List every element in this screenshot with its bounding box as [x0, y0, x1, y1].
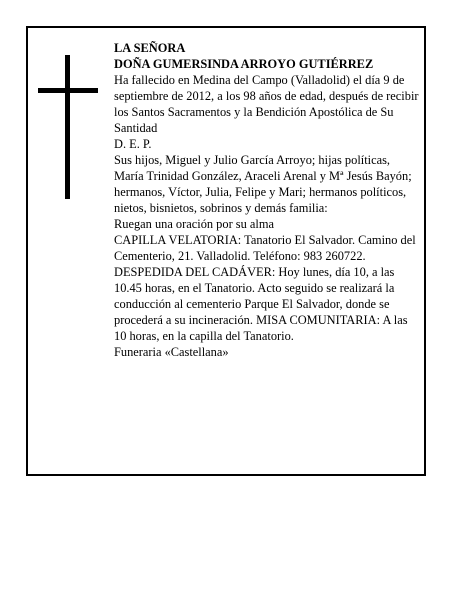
latin-cross-icon: [38, 55, 98, 199]
notice-title: LA SEÑORA: [114, 41, 186, 55]
notice-body: [114, 40, 422, 360]
cross-horizontal-bar: [38, 88, 98, 93]
farewell-info: DESPEDIDA DEL CADÁVER: Hoy lunes, día 10, a las 10.45 horas, en el Tanatorio. Acto seguido se realizará la conducción al cementerio Parque El Salvador, donde se procederá a su incineración. MISA COMUNITARIA: A las 10 horas, en la capilla del Tanatorio.: [114, 265, 408, 343]
family-list: Sus hijos, Miguel y Julio García Arroyo; hijas políticas, María Trinidad González, Araceli Arenal y Mª Jesús Bayón; hermanos, Víctor, Julia, Felipe y Mari; hermanos políticos, nietos, bisnietos, sobrinos y demás familia:: [114, 153, 412, 215]
rest-in-peace: D. E. P.: [114, 137, 152, 151]
obituary-notice: [26, 26, 426, 476]
death-announcement: Ha fallecido en Medina del Campo (Valladolid) el día 9 de septiembre de 2012, a los 98 años de edad, después de recibir los Santos Sacramentos y la Bendición Apostólica de Su Santidad: [114, 73, 419, 135]
deceased-name: DOÑA GUMERSINDA ARROYO GUTIÉRREZ: [114, 57, 374, 71]
funeral-home: Funeraria «Castellana»: [114, 345, 229, 359]
chapel-info: CAPILLA VELATORIA: Tanatorio El Salvador. Camino del Cementerio, 21. Valladolid. Teléfono: 983 260722.: [114, 233, 416, 263]
cross-vertical-bar: [65, 55, 70, 199]
prayer-request: Ruegan una oración por su alma: [114, 217, 274, 231]
